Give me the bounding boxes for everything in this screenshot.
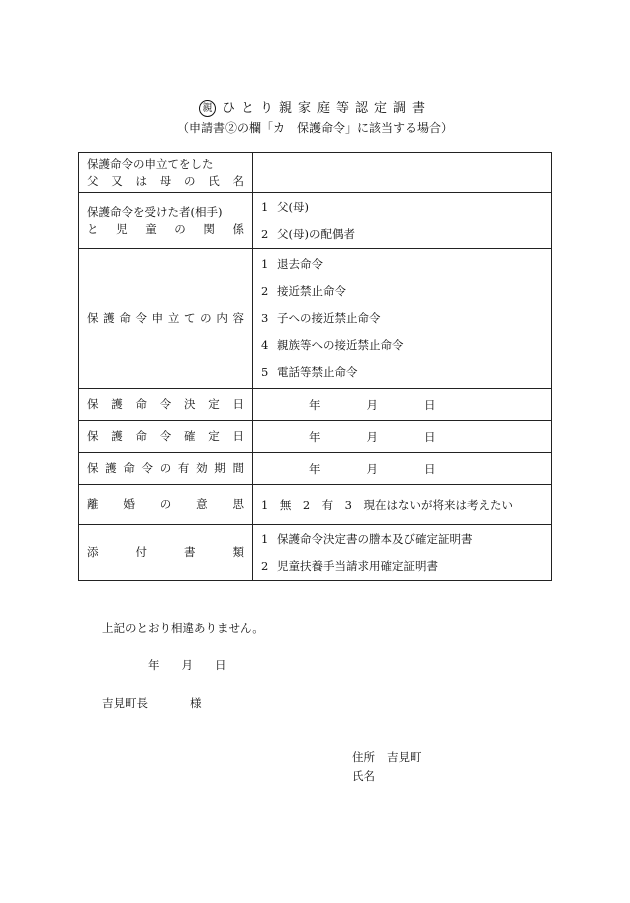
form-table: [78, 152, 552, 581]
relation-label: [79, 193, 253, 249]
final-date-label: 保護命令確定日: [79, 421, 253, 453]
attachment-item[interactable]: 2 児童扶養手当請求用確定証明書: [261, 558, 438, 573]
row-final-date: [79, 421, 552, 453]
applicant-label: [79, 153, 253, 193]
row-divorce: [79, 485, 552, 525]
attachments-options: [253, 525, 552, 581]
addressee: 吉見町長: [102, 696, 148, 710]
document-subtitle: （申請書②の欄「カ 保護命令」に該当する場合）: [176, 121, 453, 135]
content-option[interactable]: 5 電話等禁止命令: [261, 365, 358, 379]
attachments-label: 添付書類: [79, 525, 253, 581]
relation-option[interactable]: 2 父(母)の配偶者: [261, 226, 355, 241]
row-relation: [79, 193, 552, 249]
title-mark: 親: [199, 100, 216, 117]
row-content: [79, 249, 552, 389]
valid-period-field[interactable]: 年 月 日: [253, 453, 552, 485]
relation-label-line1: 保護命令を受けた者(相手): [87, 204, 223, 219]
address-label: 住所: [352, 750, 375, 764]
addressee-line: [102, 695, 202, 711]
divorce-label: 離婚の意思: [79, 485, 253, 525]
applicant-name-field[interactable]: [253, 153, 552, 193]
honorific: 様: [190, 696, 202, 710]
content-option[interactable]: 3 子への接近禁止命令: [261, 311, 381, 325]
content-label: 保護命令申立ての内容: [79, 249, 253, 389]
attachment-item[interactable]: 1 保護命令決定書の謄本及び確定証明書: [261, 531, 473, 546]
relation-options: [253, 193, 552, 249]
content-option[interactable]: 1 退去命令: [261, 257, 323, 271]
document-title: [0, 97, 630, 117]
name-label: 氏名: [352, 769, 375, 783]
content-option[interactable]: 2 接近禁止命令: [261, 284, 346, 298]
date-line[interactable]: 年 月 日: [148, 658, 227, 672]
row-applicant: [79, 153, 552, 193]
applicant-label-line2: 父又は母の氏名: [87, 173, 244, 188]
address-value: 吉見町: [387, 750, 422, 764]
decision-date-label: 保護命令決定日: [79, 389, 253, 421]
content-option[interactable]: 4 親族等への接近禁止命令: [261, 338, 404, 352]
address-line[interactable]: [352, 749, 422, 765]
applicant-label-line1: 保護命令の申立てをした: [87, 156, 214, 171]
title-text: ひとり親家庭等認定調書: [221, 101, 431, 116]
row-decision-date: [79, 389, 552, 421]
valid-period-label: 保護命令の有効期間: [79, 453, 253, 485]
name-line[interactable]: [352, 768, 375, 784]
row-valid-period: [79, 453, 552, 485]
content-options: [253, 249, 552, 389]
decision-date-field[interactable]: 年 月 日: [253, 389, 552, 421]
divorce-options[interactable]: 1 無 2 有 3 現在はないが将来は考えたい: [253, 485, 552, 525]
relation-label-line2: と児童の関係: [87, 221, 244, 236]
final-date-field[interactable]: 年 月 日: [253, 421, 552, 453]
relation-option[interactable]: 1 父(母): [261, 199, 309, 214]
statement-text: 上記のとおり相違ありません。: [102, 621, 264, 635]
row-attachments: [79, 525, 552, 581]
